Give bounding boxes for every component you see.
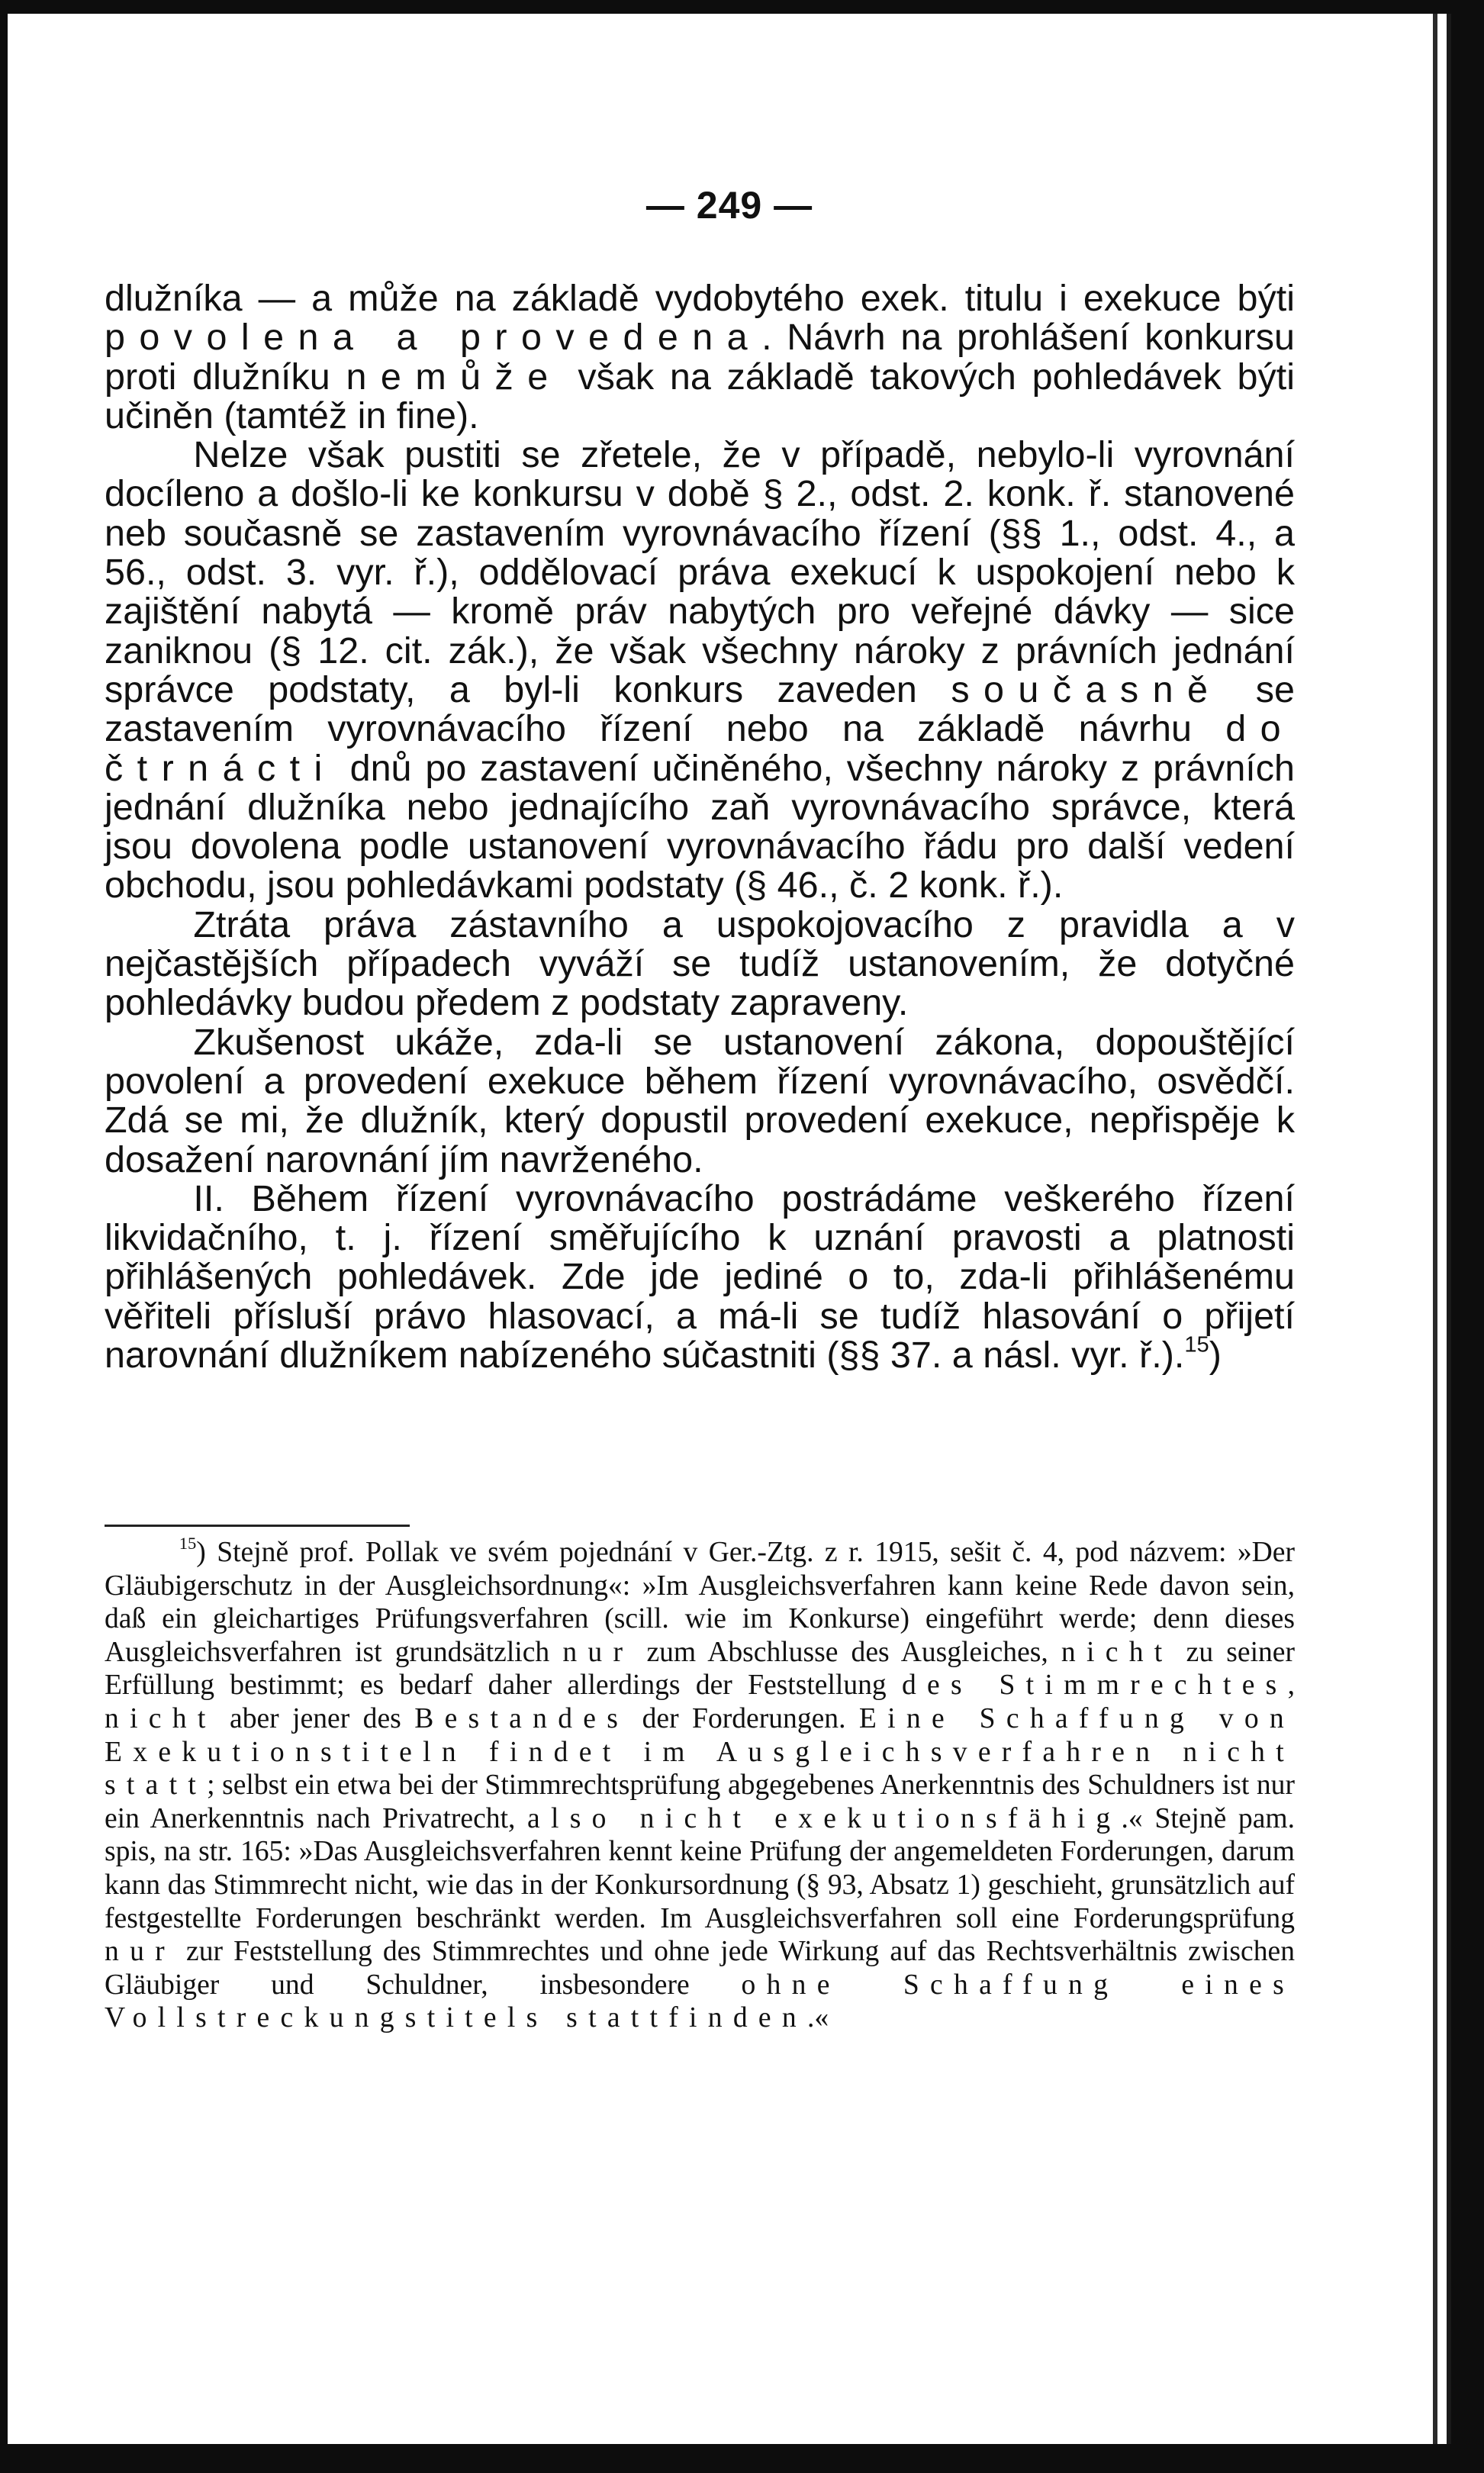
paragraph xyxy=(105,1023,1295,1180)
text-run: Zkušenost ukáže, zda-li se ustanovení zákona, dopouštějící povolení a provedení exekuce během řízení vyrovnávacího, osvědčí. Zdá se mi, že dlužník, který dopustil provedení exekuce, nepřispěje k dosažení narovnání jím navrženého. xyxy=(105,1021,1295,1180)
paragraph xyxy=(105,1177,1295,1377)
text-run: ) Stejně prof. Pollak ve svém pojednání v Ger.-Ztg. z r. 1915, sešit č. 4, pod názvem: »Der Gläubigerschutz in der Ausgleichsordnung«: »Im Ausgleichsverfahren kann keine Rede davon sein, daß ein gleichartiges Prüfungsverfahren (scill. wie im Konkurse) eingeführt werde; denn dieses Ausgleichsverfahren ist grundsätzlich xyxy=(105,1537,1295,1668)
scan-edge xyxy=(1433,14,1437,2444)
spaced-text: povolena a provedena xyxy=(105,317,762,359)
text-run: dlužníka — a může na základě vydobytého exek. titulu i exekuce býti xyxy=(105,278,1295,319)
text-run: der Forderungen. xyxy=(629,1702,859,1734)
spaced-text: nur xyxy=(562,1636,634,1668)
text-run: ; selbst ein etwa bei der Stimmrechtsprüfung abgegebenes Anerkenntnis des Schuldners ist nur ein Anerkenntnis nach Privatrecht, xyxy=(105,1769,1295,1834)
spaced-text: nicht xyxy=(1061,1636,1173,1668)
paragraph xyxy=(105,279,1295,436)
text-run: zum Abschlusse des Ausgleiches, xyxy=(633,1636,1061,1668)
footnote-rule xyxy=(105,1525,410,1527)
paragraph xyxy=(105,903,1295,1024)
text-run: Nelze však pustiti se zřetele, že v případě, nebylo-li vyrovnání docíleno a došlo-li ke konkursu v době § 2., odst. 2. konk. ř. stanovené neb současně se zastavením vyrovnávacího řízení (§§ 1., odst. 4., a 56., odst. 3. vyr. ř.), oddělovací práva exekucí k uspokojení nebo k zajištění nabytá — kromě práv nabytých pro veřejné dávky — sice zaniknou (§ 12. cit. zák.), že však všechny nároky z právních jednání správce podstaty, a byl-li konkurs zaveden xyxy=(105,434,1295,710)
text-run: . Návrh na prohlášení konkursu proti dlužníku xyxy=(105,317,1295,398)
spaced-text: ohne Schaffung eines Vollstreckungstitels stattfinden xyxy=(105,1969,1295,2034)
text-run: .« Stejně pam. spis, na str. 165: »Das Ausgleichsverfahren kennt keine Prüfung der angemeldeten Forderungen, darum kann das Stimmrecht nicht, wie das in der Konkursordnung (§ 93, Absatz 1) geschieht, grunsätzlich auf festgestellte Forderungen beschränkt werden. Im Ausgleichsverfahren soll eine Forderungsprüfung xyxy=(105,1802,1295,1934)
spaced-text: nicht xyxy=(105,1702,217,1734)
paragraph xyxy=(105,436,1295,906)
text-run: aber jener des xyxy=(216,1702,415,1734)
footnotes xyxy=(105,1536,1295,2035)
text-run: zu seiner Erfüllung bestimmt; es bedarf daher allerdings der Feststellung xyxy=(105,1636,1295,1702)
spaced-text: nemůže xyxy=(346,356,562,398)
spaced-text: nur xyxy=(105,1936,175,1968)
text-run: II. Během řízení vyrovnávacího postrádáme veškerého řízení likvidačního, t. j. řízení směřujícího k uznání pravosti a platnosti přihlášených pohledávek. Zde jde jediné o to, zda-li přihlášenému věřiteli přísluší právo hlasovací, a má-li se tudíž hlasování o přijetí narovnání dlužníkem nabízeného súčastniti (§§ 37. a násl. vyr. ř.). xyxy=(105,1177,1295,1377)
footnote-ref: 15 xyxy=(179,1534,197,1554)
page-number: — 249 — xyxy=(645,184,813,227)
text-run: dnů po zastavení učiněného, všechny nároky z právních jednání dlužníka nebo jednajícího zaň vyrovnávacího správce, která jsou dovolena podle ustanovení vyrovnávacího řádu pro další vedení obchodu, jsou pohledávkami podstaty (§ 46., č. 2 konk. ř.). xyxy=(105,747,1295,906)
footnote-ref: 15 xyxy=(1184,1332,1209,1357)
page xyxy=(8,14,1451,2444)
text-run: , xyxy=(1287,1670,1295,1702)
text-run: však na základě takových pohledávek býti učiněn (tamtéž in fine). xyxy=(105,356,1295,436)
text-run: ) xyxy=(1209,1335,1222,1377)
spaced-text: do čtrnácti xyxy=(105,708,1295,789)
text-run: .« xyxy=(806,2002,829,2034)
spaced-text: also nicht exekutionsfähig xyxy=(527,1802,1122,1834)
text-run: se zastavením vyrovnávacího řízení nebo na základě návrhu xyxy=(105,668,1295,750)
spaced-text: des Stimmrechtes xyxy=(901,1670,1288,1702)
text-run: Ztráta práva zástavního a uspokojovacího z pravidla a v nejčastějších případech vyváží se tudíž ustanovením, že dotyčné pohledávky budou předem z podstaty zapraveny. xyxy=(105,903,1295,1024)
spaced-text: současně xyxy=(951,668,1222,710)
spaced-text: Eine Schaffung von Exekutionstiteln findet im Ausgleichsverfahren nicht statt xyxy=(105,1702,1295,1802)
footnote xyxy=(105,1536,1295,2035)
spaced-text: Bestandes xyxy=(414,1702,629,1734)
text-run: zur Feststellung des Stimmrechtes und ohne jede Wirkung auf das Rechtsverhältnis zwischen Gläubiger und Schuldner, insbesondere xyxy=(105,1936,1295,2001)
body-text xyxy=(105,279,1295,1375)
